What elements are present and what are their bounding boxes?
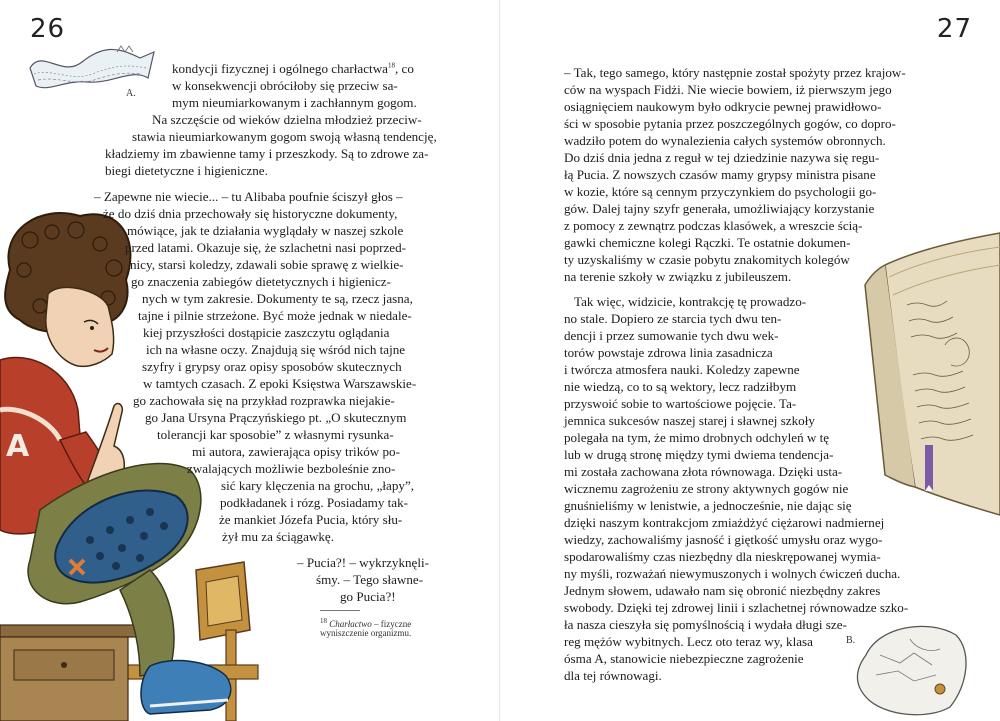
text-line: mówiące, jak te działania wyglądały w naszej szkole <box>127 223 404 238</box>
text-line: żył mu za ściągawkę. <box>222 529 334 544</box>
text-line: sić kary klęczenia na grochu, „łapy”, <box>221 478 415 493</box>
text-line: jemnica sukcesów naszej starej i sławnej szkoły <box>564 413 815 428</box>
text-line: kondycji fizycznej i ogólnego charłactwa$^{18}$, co <box>172 61 414 76</box>
text-line: z pomocy z zewnątrz podczas klasówek, a wreszcie ścią- <box>564 218 863 233</box>
text-line: tajne i pilnie strzeżone. Być może jednak w niedale- <box>138 308 412 323</box>
text-line: spodarowaliśmy czas niezbędny dla nieskrępowanej wymia- <box>564 549 881 564</box>
text-line: na terenie szkoły w związku z jubileuszem. <box>564 269 792 284</box>
text-line: dzięki naszym kontrakcjom zmiażdżyć ciężarowi nadmiernej <box>564 515 885 530</box>
text-line: nie wiedzą, co to są wektory, lecz radziłbym <box>564 379 797 394</box>
text-line: stawia nieumiarkowanym gogom swoją własną tendencję, <box>132 129 437 144</box>
page-number-left: 26 <box>30 14 66 44</box>
text-line: śmy. – Tego sławne- <box>316 572 424 587</box>
text-line: ny myśli, rozważań niewymuszonych i wolnych ćwiczeń ducha. <box>564 566 901 581</box>
shirt-letter: A <box>6 429 30 464</box>
text-line: Tak więc, widzicie, kontrakcję tę prowadzo- <box>574 294 807 309</box>
text-line: w kozie, które są cennym przyczynkiem do psychologii go- <box>564 184 877 199</box>
text-line: przyswoić sobie to wartościowe pojęcie. Ta- <box>564 396 797 411</box>
scroll-label: A. <box>126 88 136 99</box>
text-line: ści w sposobie pytania przez poszczególnych gogów, co dopro- <box>564 116 896 131</box>
scroll-illustration <box>22 38 162 104</box>
text-line: Na szczęście od wieków dzielna młodzież przeciw- <box>152 112 422 127</box>
text-line: nych w tym zakresie. Dokumenty te są, rzecz jasna, <box>142 291 413 306</box>
text-line: go Pucia?! <box>340 589 396 604</box>
text-line: łą Pucia. Z nowszych czasów mamy grypsy ministra pisane <box>564 167 876 182</box>
page-number-right: 27 <box>936 14 972 44</box>
footnote-rule <box>320 610 360 611</box>
text-line: że mankiet Józefa Pucia, który słu- <box>219 512 403 527</box>
text-line: ty uzyskaliśmy w czasie pobytu znakomitych kolegów <box>564 252 850 267</box>
text-line: ców na wyspach Fidżi. Nie wiecie bowiem, iż pierwszym jego <box>564 82 892 97</box>
paper-illustration <box>840 615 980 721</box>
footnote-ref: 18 <box>387 61 395 70</box>
text-line: no stale. Dopiero ze starcia tych dwu ten- <box>564 311 782 326</box>
text-line: gów. Dalej tajny szyfr generała, umożliwiający korzystanie <box>564 201 875 216</box>
text-line: torów powstaje zdrowa linia zasadnicza <box>564 345 773 360</box>
text-line: wiedzy, zachowaliśmy jasność i giętkość umysłu oraz wygo- <box>564 532 883 547</box>
paper-label: B. <box>846 635 856 646</box>
right-page <box>500 0 1000 721</box>
text-line: i twórcza atmosfera nauki. Koledzy zapewne <box>564 362 800 377</box>
text-line: Do dziś dnia jedna z reguł w tej dziedzinie nazywa się regu- <box>564 150 880 165</box>
text-line: go Jana Ursyna Prączyńskiego pt. „O skutecznym <box>145 410 407 425</box>
footnote-line: wyniszczenie organizmu. <box>320 628 412 638</box>
text-line: ła nasza cieszyła się pomyślnością i wydała długi sze- <box>564 617 847 632</box>
text-line: – Zapewne nie wiecie... – tu Alibaba poufnie ściszył głos – <box>94 189 403 204</box>
text-line: kładziemy im zbawienne tamy i przeszkody. Są to zdrowe za- <box>105 146 429 161</box>
text-line: swobody. Dzięki tej zdrowej linii i szlachetnej równowadze szko- <box>564 600 909 615</box>
text-line: gnuśnieliśmy w lenistwie, a jednocześnie, nie dając się <box>564 498 852 513</box>
text-line: tolerancji kar sposobie” z własnymi rysunka- <box>157 427 394 442</box>
text-line: że do dziś dnia przechowały się historyczne dokumenty, <box>103 206 398 221</box>
text-line: kiej przyszłości dostąpicie zaszczytu oglądania <box>143 325 390 340</box>
desk-drawing <box>0 625 140 721</box>
text-line: wicznemu zagrożeniu ze strony aktywnych gogów nie <box>564 481 849 496</box>
text-line: go znaczenia zabiegów dietetycznych i higienicz- <box>131 274 391 289</box>
text-line: nicy, starsi koledzy, zdawali sobie sprawę z wielkie- <box>130 257 404 272</box>
text-line: w konsekwencji obróciłoby się przeciw sa- <box>172 78 398 93</box>
text-line: – Tak, tego samego, który następnie został spożyty przez krajow- <box>564 65 906 80</box>
footnote: $^{18}$ Charłactwo – fizyczne <box>320 617 412 629</box>
text-line: szyfry i grypsy oraz opisy sposobów skutecznych <box>142 359 402 374</box>
text-line: wadziło potem do wynalezienia całych systemów obronnych. <box>564 133 886 148</box>
text-line: mi została zachowana złota równowaga. Dzięki usta- <box>564 464 843 479</box>
text-line: przed latami. Okazuje się, że szlachetni nasi poprzed- <box>125 240 407 255</box>
text-line: mi autora, zawierająca opisy trików po- <box>192 444 400 459</box>
text-line: ich na własne oczy. Znajdują się wśród nich tajne <box>146 342 406 357</box>
text-line: biegi dietetyczne i higieniczne. <box>105 163 268 178</box>
text-line: dencji i przez sumowanie tych dwu wek- <box>564 328 779 343</box>
text-line: – Pucia?! – wykrzyknęli- <box>297 555 429 570</box>
text-line: osiągnięciem naukowym było odkrycie pewnej prawidłowo- <box>564 99 882 114</box>
text-line: polegała na tym, że mimo drobnych odchyleń w tę <box>564 430 830 445</box>
text-line: ósma A, stanowicie niebezpieczne zagrożenie <box>564 651 804 666</box>
text-line: lub w drugą stronę między tymi dwiema tendencja- <box>564 447 834 462</box>
text-line: zwalających możliwie bezboleśnie zno- <box>187 461 396 476</box>
text-line: podkładanek i rózg. Posiadamy tak- <box>220 495 408 510</box>
book-illustration <box>845 225 1000 525</box>
face-drawing <box>46 287 114 366</box>
text-line: dla tej równowagi. <box>564 668 662 683</box>
text-line: w tamtych czasach. Z epoki Księstwa Warszawskie- <box>143 376 417 391</box>
text-line: gawki chemiczne kolegi Rączki. Te ostatnie dokumen- <box>564 235 851 250</box>
text-line: go zachowała się na przykład rozprawka niejakie- <box>133 393 395 408</box>
bookmark-ribbon <box>925 445 933 491</box>
footnote-term: Charłactwo <box>329 619 372 629</box>
text-line: reg mężów wybitnych. Lecz oto teraz wy, klasa <box>564 634 813 649</box>
text-line: Jednym słowem, udawało nam się obronić niezbędny zakres <box>564 583 881 598</box>
text-line: mym nieumiarkowanym i zachłannym gogom. <box>172 95 417 110</box>
